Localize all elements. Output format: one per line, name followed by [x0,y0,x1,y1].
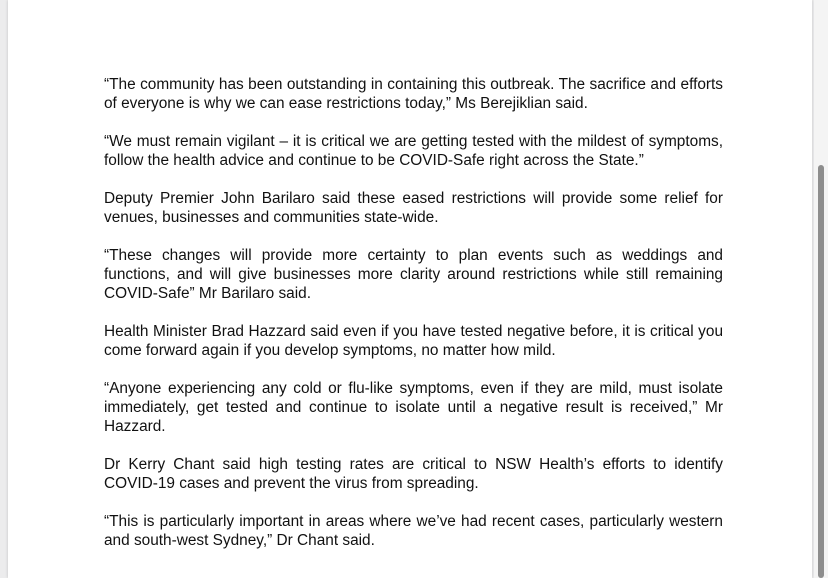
paragraph-1: “The community has been outstanding in containing this outbreak. The sacrifice and efforts of everyone is why we can ease restrictions today,” Ms Berejiklian said. [104,76,723,112]
paragraph-3: Deputy Premier John Barilaro said these eased restrictions will provide some relief for venues, businesses and communities state-wide. [104,190,723,226]
paragraph-6: “Anyone experiencing any cold or flu-like symptoms, even if they are mild, must isolate immediately, get tested and continue to isolate until a negative result is received,” Mr Hazzard. [104,380,723,435]
document-body [104,75,723,569]
paragraph-4: “These changes will provide more certainty to plan events such as weddings and functions, and will give businesses more clarity around restrictions while still remaining COVID-Safe” Mr Barilaro said. [104,247,723,302]
scrollbar-thumb[interactable] [818,165,824,578]
paragraph-2: “We must remain vigilant – it is critical we are getting tested with the mildest of symptoms, follow the health advice and continue to be COVID-Safe right across the State.” [104,133,723,169]
paragraph-5: Health Minister Brad Hazzard said even if you have tested negative before, it is critical you come forward again if you develop symptoms, no matter how mild. [104,323,723,359]
document-page [8,0,812,578]
paragraph-7: Dr Kerry Chant said high testing rates are critical to NSW Health’s efforts to identify COVID-19 cases and prevent the virus from spreading. [104,456,723,492]
vertical-scrollbar[interactable] [814,0,828,578]
paragraph-8: “This is particularly important in areas where we’ve had recent cases, particularly western and south-west Sydney,” Dr Chant said. [104,513,723,549]
